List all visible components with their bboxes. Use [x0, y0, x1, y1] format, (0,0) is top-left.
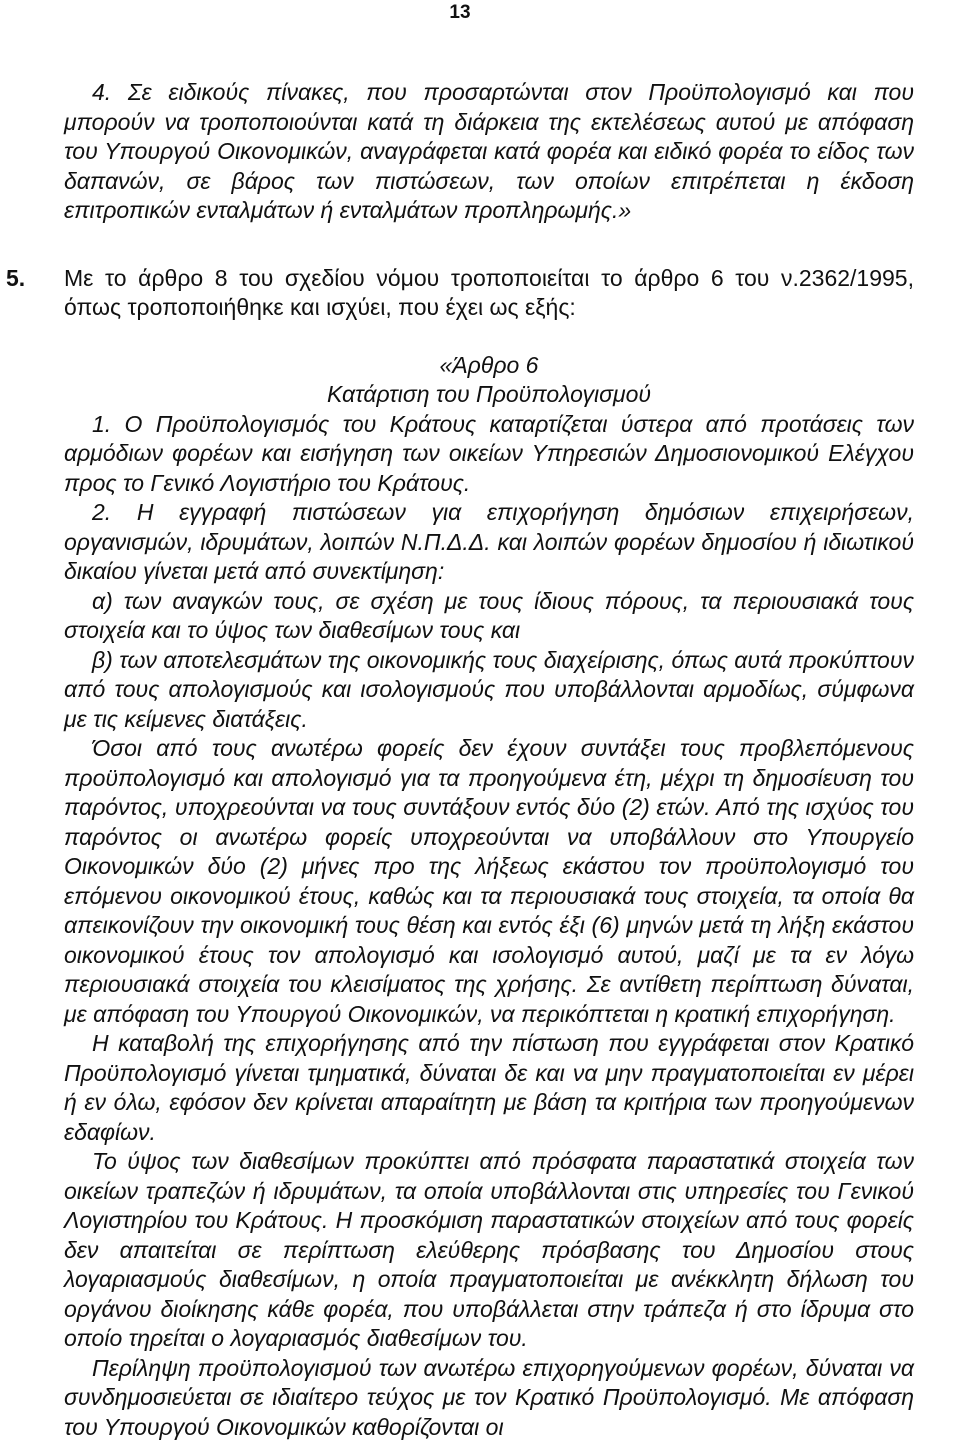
article-heading: «Άρθρο 6	[439, 351, 539, 378]
list-item-5-text: Με το άρθρο 8 του σχεδίου νόμου τροποποιείται το άρθρο 6 του ν.2362/1995, όπως τροποποιήθηκε και ισχύει, που έχει ως εξής:	[64, 264, 914, 320]
list-item-5-number: 5.	[6, 264, 26, 291]
article-paragraph-2b: β) των αποτελεσμάτων της οικονομικής τους διαχείρισης, όπως αυτά προκύπτουν από τους απολογισμούς και ισολογισμούς που υποβάλλονται αρμοδίως, σύμφωνα με τις κείμενες διατάξεις.	[64, 646, 914, 732]
article-paragraph-2: 2. Η εγγραφή πιστώσεων για επιχορήγηση δημόσιων επιχειρήσεων, οργανισμών, ιδρυμάτων, λοιπών Ν.Π.Δ.Δ. και λοιπών φορέων δημοσίου ή ιδιωτικού δικαίου γίνεται μετά από συνεκτίμηση:	[64, 499, 914, 584]
page-number: 13	[449, 2, 471, 23]
article-paragraph-3: Όσοι από τους ανωτέρω φορείς δεν έχουν συντάξει τους προβλεπόμενους προϋπολογισμό και απολογισμό για τα προηγούμενα έτη, μέχρι τη δημοσίευση του παρόντος, υποχρεούνται να τους συντάξουν εντός δύο (2) ετών. Από της ισχύος του παρόντος οι ανωτέρω φορείς υποχρεούνται να υποβάλλουν στο Υπουργείο Οικονομικών δύο (2) μήνες προ της λήξεως εκάστου τον προϋπολογισμό του επόμενου οικονομικού έτους, καθώς και τα περιουσιακά τους στοιχεία, τα οποία θα απεικονίζουν την οικονομική τους θέση και εντός έξι (6) μηνών μετά τη λήξη εκάστου οικονομικού έτους τον απολογισμό και ισολογισμό αυτού, μαζί με τα εν λόγω περιουσιακά στοιχεία του κλεισίματος της χρήσης. Σε αντίθετη περίπτωση δύναται, με απόφαση του Υπουργού Οικονομικών, να περικόπτεται η κρατική επιχορήγηση.	[64, 735, 914, 1027]
article-paragraph-2a: α) των αναγκών τους, σε σχέση με τους ίδιους πόρους, τα περιουσιακά τους στοιχεία και το ύψος των διαθεσίμων τους και	[64, 587, 914, 643]
article-paragraph-4: Η καταβολή της επιχορήγησης από την πίστωση που εγγράφεται στον Κρατικό Προϋπολογισμό γίνεται τμηματικά, δύναται δε και να μην πραγματοποιείται εν μέρει ή εν όλω, εφόσον δεν κρίνεται απαραίτητη με βάση τα κριτήρια των προηγούμενων εδαφίων.	[64, 1030, 914, 1145]
paragraph-item-4: 4. Σε ειδικούς πίνακες, που προσαρτώνται στον Προϋπολογισμό και που μπορούν να τροποποιούνται κατά τη διάρκεια της εκτελέσεως αυτού με απόφαση του Υπουργού Οικονομικών, αναγράφεται κατά φορέα και ειδικό φορέα το είδος των δαπανών, σε βάρος των πιστώσεων, των οποίων επιτρέπεται η έκδοση επιτροπικών ενταλμάτων ή ενταλμάτων προπληρωμής.»	[64, 79, 914, 223]
article-title: Κατάρτιση του Προϋπολογισμού	[326, 381, 652, 407]
article-paragraph-1: 1. Ο Προϋπολογισμός του Κράτους καταρτίζεται ύστερα από προτάσεις των αρμόδιων φορέων και εισήγηση των οικείων Υπηρεσιών Δημοσιονομικού Ελέγχου προς το Γενικό Λογιστήριο του Κράτους.	[64, 410, 914, 496]
document-body	[6, 78, 914, 1442]
list-item-5	[6, 264, 914, 323]
article-paragraph-5: Το ύψος των διαθεσίμων προκύπτει από πρόσφατα παραστατικά στοιχεία των οικείων τραπεζών ή ιδρυμάτων, τα οποία υποβάλλονται στις υπηρεσίες του Γενικού Λογιστηρίου του Κράτους. Η προσκόμιση παραστατικών στοιχείων από τους φορείς δεν απαιτείται σε περίπτωση ελεύθερης πρόσβασης του Δημοσίου στους λογαριασμούς διαθεσίμων, η οποία πραγματοποιείται με ανέκκλητη δήλωση του οργάνου διοίκησης κάθε φορέα, που υποβάλλεται στην τράπεζα ή στο ίδρυμα στο οποίο τηρείται ο λογαριασμός διαθεσίμων του.	[64, 1148, 914, 1351]
article-paragraph-6: Περίληψη προϋπολογισμού των ανωτέρω επιχορηγούμενων φορέων, δύναται να συνδημοσιεύεται σε ιδιαίτερο τεύχος με τον Κρατικό Προϋπολογισμό. Με απόφαση του Υπουργού Οικονομικών καθορίζονται οι	[64, 1354, 914, 1440]
